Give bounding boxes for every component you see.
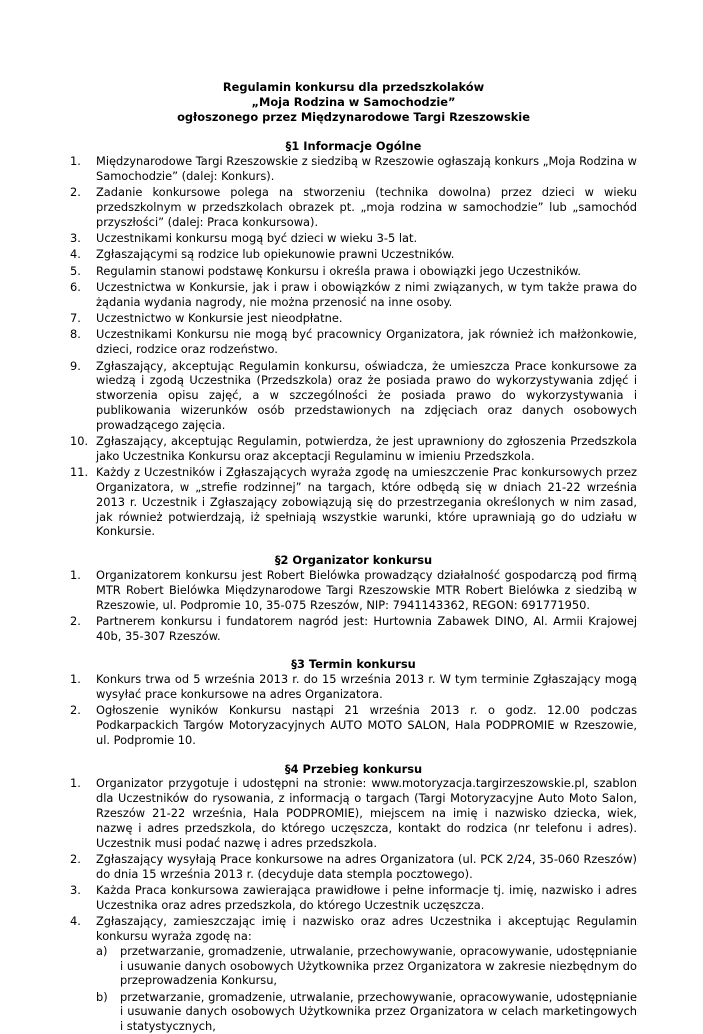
item-text: Każdy z Uczestników i Zgłaszających wyraża zgodę na umieszczenie Prac konkursowych przez Organizatora, w „strefie rodzinnej” na targach, które odbędą się w dniach 21-22 września 2013 r. Uczestnik i Zgłaszający zobowiązują się do przestrzegania określonych w nim zasad, jak również potwierdzają, iż spełniają wszystkie warunki, które uprawniają go do udziału w Konkursie. xyxy=(96,465,637,539)
item-number: 7. xyxy=(70,311,81,326)
item-text: Regulamin stanowi podstawę Konkursu i określa prawa i obowiązki jego Uczestników. xyxy=(96,263,582,278)
section-3-heading: §3 Termin konkursu xyxy=(291,657,416,672)
item-text: Organizatorem konkursu jest Robert Bielówka prowadzący działalność gospodarczą pod firmą MTR Robert Bielówka Międzynarodowe Targi Rzeszowskie MTR Robert Bielówka z siedzibą w Rzeszowie, ul. Podpromie 10, 35-075 Rzeszów, NIP: 7941143362, REGON: 691771950. xyxy=(96,567,637,612)
item-text: Uczestnictwa w Konkursie, jak i praw i obowiązków z nimi związanych, w tym także prawa do żądania wydania nagrody, nie można przenosić na inne osoby. xyxy=(96,280,637,309)
list-item xyxy=(70,327,637,357)
item-number: 10. xyxy=(70,434,89,449)
section-2-list xyxy=(70,568,637,643)
title-line-2: „Moja Rodzina w Samochodzie” xyxy=(251,94,456,109)
list-item xyxy=(70,264,637,279)
item-text: Uczestnikami konkursu mogą być dzieci w wieku 3-5 lat. xyxy=(96,231,418,246)
title-line-1: Regulamin konkursu dla przedszkolaków xyxy=(222,80,485,94)
item-number: 6. xyxy=(70,280,81,295)
list-item xyxy=(70,914,637,1034)
list-item xyxy=(70,883,637,913)
list-item xyxy=(70,247,637,262)
item-number: 2. xyxy=(70,613,81,628)
item-number: 4. xyxy=(70,914,81,929)
document-title xyxy=(70,80,637,124)
item-text: Zgłaszającymi są rodzice lub opiekunowie prawni Uczestników. xyxy=(96,247,455,262)
sub-item-text: przetwarzanie, gromadzenie, utrwalanie, przechowywanie, opracowywanie, udostępnianie i usuwanie danych osobowych Użytkownika przez Organizatora w zakresie niezbędnym do przeprowadzenia Konkursu, xyxy=(120,943,637,988)
list-item xyxy=(70,465,637,539)
item-text: Każda Praca konkursowa zawierająca prawidłowe i pełne informacje tj. imię, nazwisko i adres Uczestnika oraz adres przedszkola, do którego Uczestnik uczęszcza. xyxy=(96,883,637,912)
sub-list-item xyxy=(96,944,637,988)
list-item xyxy=(70,231,637,246)
item-text: Partnerem konkursu i fundatorem nagród jest: Hurtownia Zabawek DINO, Al. Armii Krajowej 40b, 35-307 Rzeszów. xyxy=(96,613,637,643)
list-item xyxy=(70,434,637,464)
item-number: 11. xyxy=(70,465,89,480)
section-1-heading: §1 Informacje Ogólne xyxy=(285,139,422,154)
item-text: Konkurs trwa od 5 września 2013 r. do 15 września 2013 r. W tym terminie Zgłaszający mogą wysyłać prace konkursowe na adres Organizatora. xyxy=(96,672,637,701)
item-number: 8. xyxy=(70,327,81,342)
list-item xyxy=(70,280,637,310)
title-line-3: ogłoszonego przez Międzynarodowe Targi Rzeszowskie xyxy=(177,109,530,124)
item-text: Ogłoszenie wyników Konkursu nastąpi 21 września 2013 r. o godz. 12.00 podczas Podkarpackich Targów Motoryzacyjnych AUTO MOTO SALON, Hala PODPROMIE w Rzeszowie, ul. Podpromie 10. xyxy=(96,703,637,747)
list-item xyxy=(70,703,637,747)
item-text: Uczestnictwo w Konkursie jest nieodpłatne. xyxy=(96,311,343,326)
item-text: Uczestnikami Konkursu nie mogą być pracownicy Organizatora, jak również ich małżonkowie, dzieci, rodzice oraz rodzeństwo. xyxy=(96,327,637,357)
list-item xyxy=(70,568,637,612)
list-item xyxy=(70,672,637,702)
list-item xyxy=(70,311,637,326)
list-item xyxy=(70,776,637,850)
section-4-sublist xyxy=(96,944,637,1034)
section-3-list xyxy=(70,672,637,747)
item-text: Zgłaszający, zamieszczając imię i nazwisko oraz adres Uczestnika i akceptując Regulamin konkursu wyraża zgodę na: xyxy=(96,914,637,943)
sub-item-letter: a) xyxy=(96,943,108,958)
item-text: Zgłaszający wysyłają Prace konkursowe na adres Organizatora (ul. PCK 2/24, 35-060 Rzeszów) do dnia 15 września 2013 r. (decyduje data stempla pocztowego). xyxy=(96,851,637,881)
item-number: 1. xyxy=(70,154,81,169)
item-number: 9. xyxy=(70,358,81,373)
section-2-heading: §2 Organizator konkursu xyxy=(274,553,433,568)
sub-item-letter: b) xyxy=(96,989,108,1004)
section-4-heading: §4 Przebieg konkursu xyxy=(284,761,423,776)
item-number: 1. xyxy=(70,567,81,582)
item-number: 4. xyxy=(70,247,81,262)
item-number: 2. xyxy=(70,185,81,200)
section-4-list xyxy=(70,776,637,1034)
item-number: 2. xyxy=(70,703,81,718)
section-1-list xyxy=(70,154,637,539)
item-text: Zgłaszający, akceptując Regulamin konkursu, oświadcza, że umieszcza Prace konkursowe za wiedzą i zgodą Uczestnika (Przedszkola) oraz że posiada prawo do wykorzystywania zdjęć i stworzenia opisu zajęć, a w szczególności że posiada prawo do wykorzystywania i publikowania wizerunków osób przedstawionych na zdjęciach oraz danych osobowych prowadzącego zajęcia. xyxy=(96,358,637,432)
item-number: 1. xyxy=(70,672,81,687)
sub-item-text: przetwarzanie, gromadzenie, utrwalanie, przechowywanie, opracowywanie, udostępnianie i usuwanie danych osobowych Użytkownika przez Organizatora w celach marketingowych i statystycznych, xyxy=(120,989,637,1034)
item-number: 3. xyxy=(70,883,81,898)
item-number: 3. xyxy=(70,231,81,246)
item-number: 5. xyxy=(70,263,81,278)
sub-list-item xyxy=(96,990,637,1034)
list-item xyxy=(70,185,637,229)
list-item xyxy=(70,614,637,644)
list-item xyxy=(70,359,637,433)
item-text: Międzynarodowe Targi Rzeszowskie z siedzibą w Rzeszowie ogłaszają konkurs „Moja Rodzina w Samochodzie” (dalej: Konkurs). xyxy=(96,154,637,183)
item-number: 2. xyxy=(70,851,81,866)
item-text: Organizator przygotuje i udostępni na stronie: www.motoryzacja.targirzeszowskie.pl, szablon dla Uczestników do rysowania, z informacją o targach (Targi Motoryzacyjne Auto Moto Salon, Rzeszów 21-22 września, Hala PODPROMIE), miejscem na imię i nazwisko dziecka, wiek, nazwę i adres przedszkola, do którego uczęszcza, kontakt do rodzica (nr telefonu i adres). Uczestnik musi podać nazwę i adres przedszkola. xyxy=(96,776,637,850)
list-item xyxy=(70,852,637,882)
list-item xyxy=(70,154,637,184)
item-text: Zgłaszający, akceptując Regulamin, potwierdza, że jest uprawniony do zgłoszenia Przedszkola jako Uczestnika Konkursu oraz akceptacji Regulaminu w imieniu Przedszkola. xyxy=(96,434,637,463)
item-text: Zadanie konkursowe polega na stworzeniu (technika dowolna) przez dzieci w wieku przedszkolnym w przedszkolach obrazek pt. „moja rodzina w samochodzie” lub „samochód przyszłości” (dalej: Praca konkursowa). xyxy=(96,185,637,229)
item-number: 1. xyxy=(70,776,81,791)
